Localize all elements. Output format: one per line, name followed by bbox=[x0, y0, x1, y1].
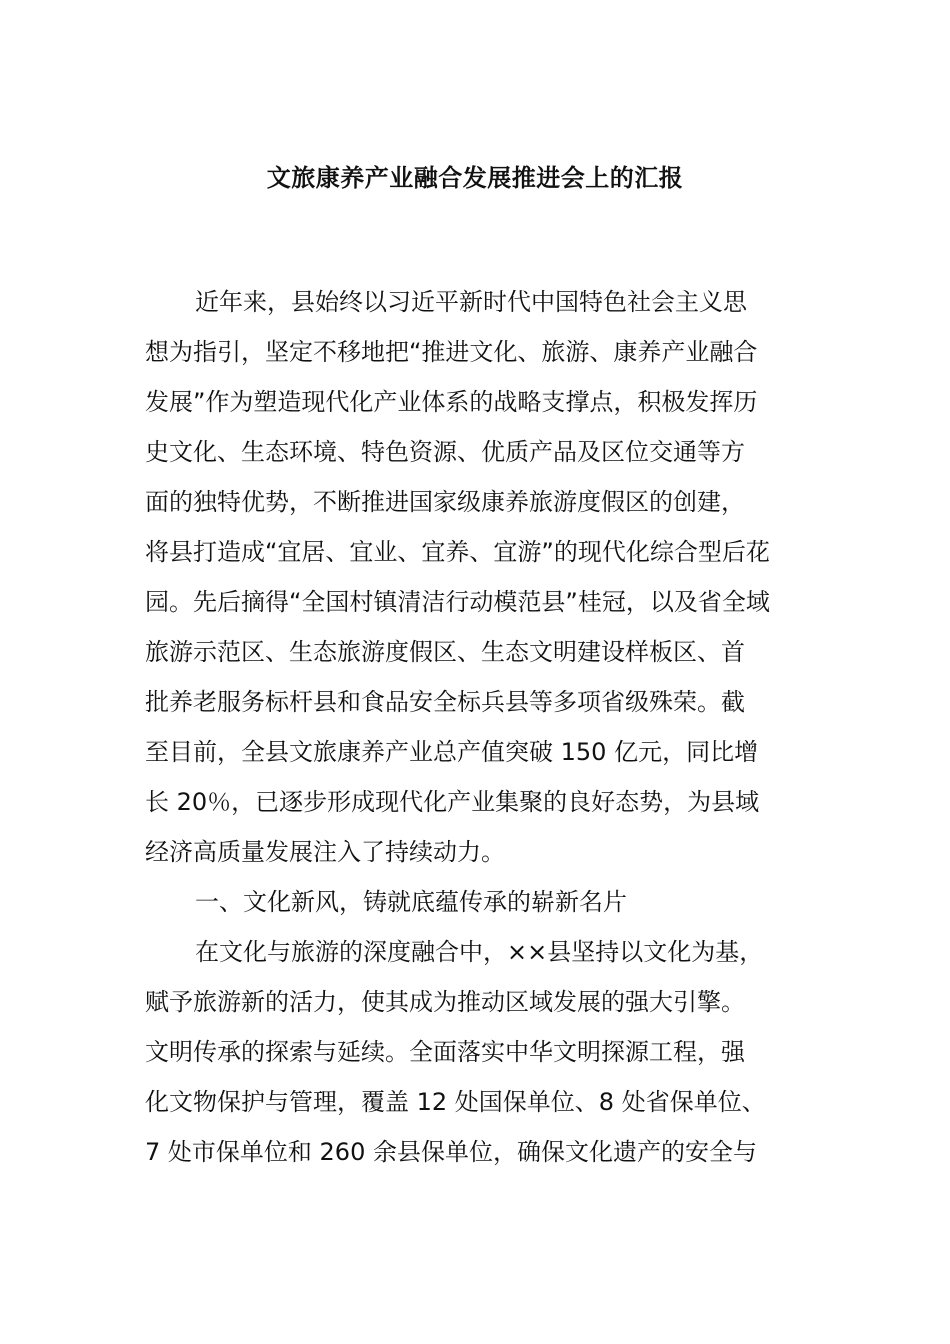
paragraph-line: 想为指引，坚定不移地把“推进文化、旅游、康养产业融合 bbox=[145, 338, 758, 366]
paragraph-line: 发展”作为塑造现代化产业体系的战略支撑点，积极发挥历 bbox=[145, 388, 758, 416]
paragraph-line: 7 处市保单位和 260 余县保单位，确保文化遗产的安全与 bbox=[145, 1138, 757, 1166]
paragraph-line: 在文化与旅游的深度融合中，××县坚持以文化为基， bbox=[195, 938, 764, 966]
paragraph-line: 近年来，县始终以习近平新时代中国特色社会主义思 bbox=[195, 288, 747, 316]
paragraph-line: 旅游示范区、生态旅游度假区、生态文明建设样板区、首 bbox=[145, 638, 745, 666]
paragraph-line: 化文物保护与管理，覆盖 12 处国保单位、8 处省保单位、 bbox=[145, 1088, 766, 1116]
paragraph-line: 赋予旅游新的活力，使其成为推动区域发展的强大引擎。 bbox=[145, 988, 745, 1016]
paragraph-line: 园。先后摘得“全国村镇清洁行动模范县”桂冠，以及省全域 bbox=[145, 588, 770, 616]
section-heading: 一、文化新风，铸就底蕴传承的崭新名片 bbox=[195, 888, 627, 916]
paragraph-line: 经济高质量发展注入了持续动力。 bbox=[145, 838, 505, 866]
document-title: 文旅康养产业融合发展推进会上的汇报 bbox=[266, 164, 684, 192]
paragraph-line: 面的独特优势，不断推进国家级康养旅游度假区的创建， bbox=[145, 488, 745, 516]
paragraph-line: 长 20％，已逐步形成现代化产业集聚的良好态势，为县域 bbox=[145, 788, 760, 816]
paragraph-line: 将县打造成“宜居、宜业、宜养、宜游”的现代化综合型后花 bbox=[145, 538, 770, 566]
paragraph-line: 至目前，全县文旅康养产业总产值突破 150 亿元，同比增 bbox=[145, 738, 759, 766]
paragraph-line: 批养老服务标杆县和食品安全标兵县等多项省级殊荣。截 bbox=[145, 688, 745, 716]
paragraph-line: 文明传承的探索与延续。全面落实中华文明探源工程，强 bbox=[145, 1038, 745, 1066]
paragraph-line: 史文化、生态环境、特色资源、优质产品及区位交通等方 bbox=[145, 438, 745, 466]
